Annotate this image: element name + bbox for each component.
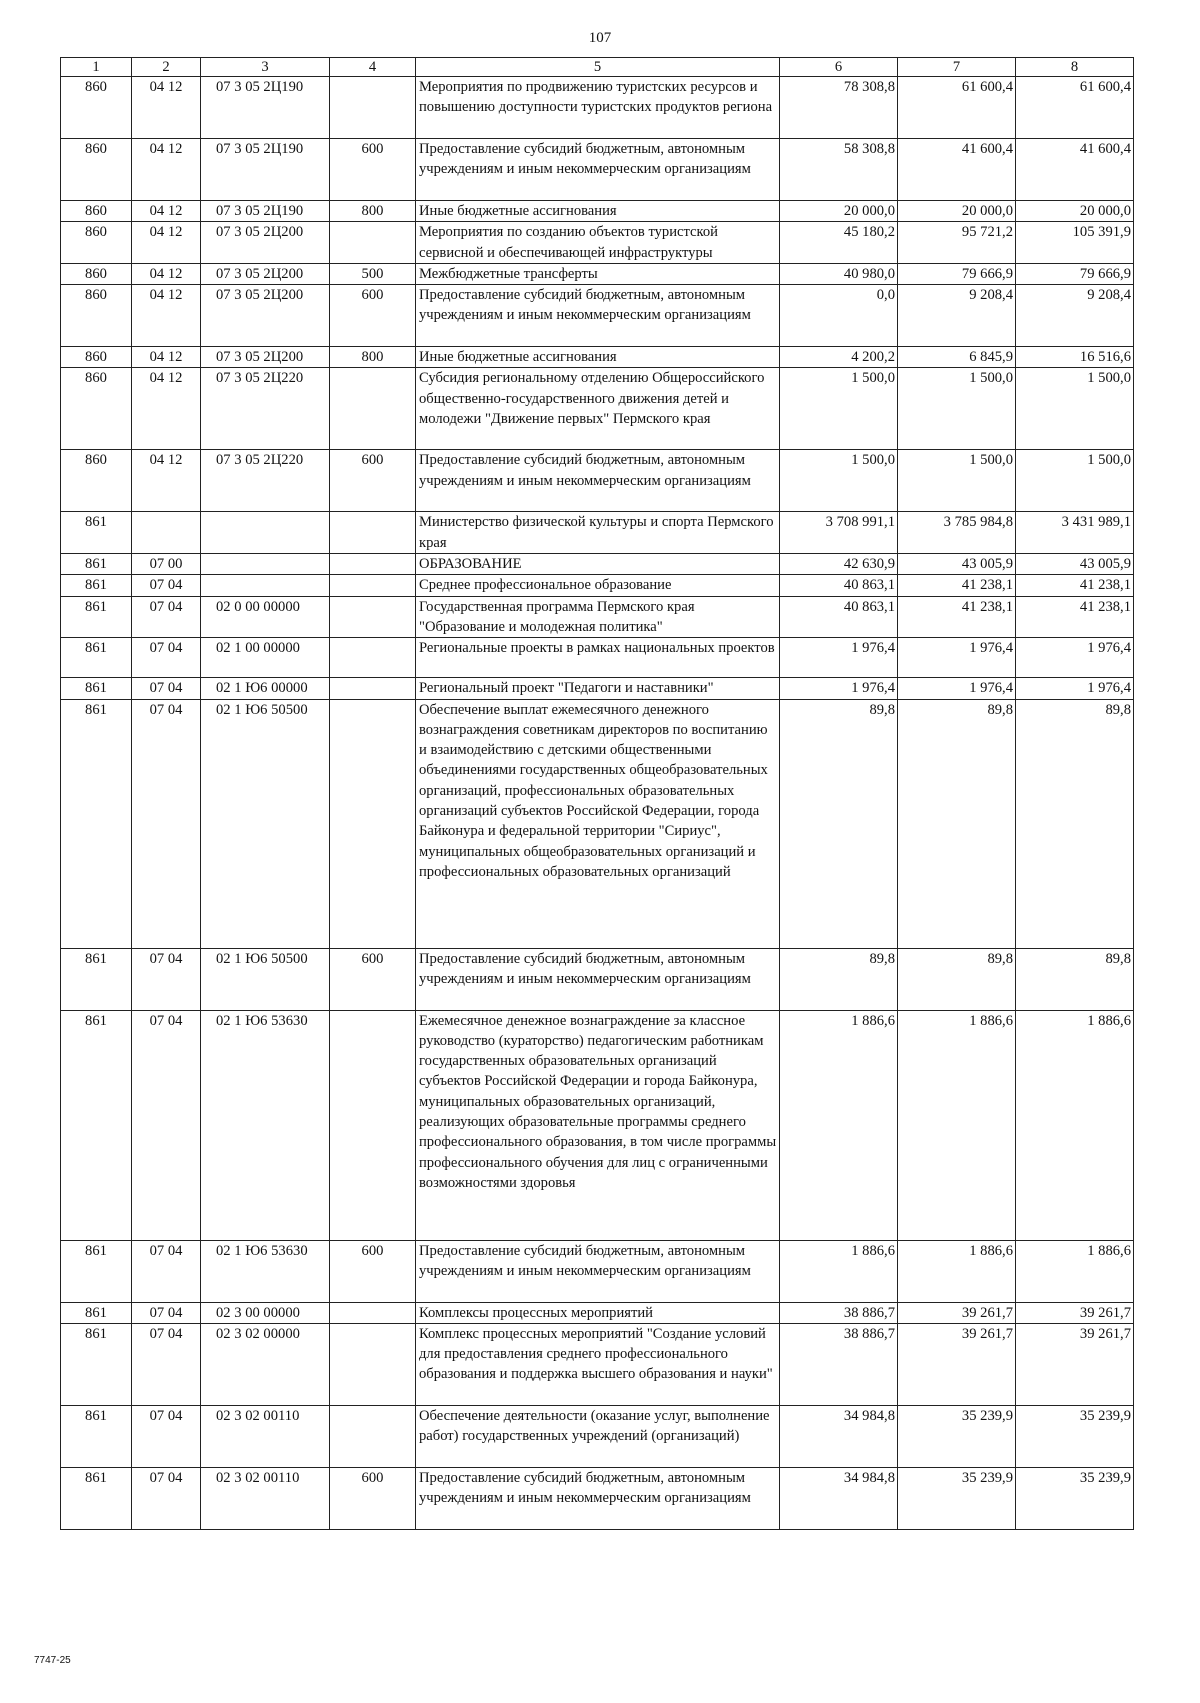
cell-amount-year3: 1 886,6 (1016, 1240, 1134, 1302)
cell-amount-year2: 43 005,9 (898, 554, 1016, 575)
cell-code-admin: 861 (61, 1467, 132, 1529)
table-row (61, 575, 1134, 596)
cell-name: Обеспечение выплат ежемесячного денежного вознаграждения советникам директоров по воспитанию и взаимодействию с детскими общественными объединениями государственных общеобразовательных организаций, профессиональных образовательных организаций субъектов Российской Федерации, города Байконура и федеральной территории "Сириус", муниципальных общеобразовательных организаций и профессиональных образовательных организаций (416, 699, 780, 948)
cell-code-admin: 861 (61, 575, 132, 596)
cell-target-article (201, 575, 330, 596)
table-row (61, 450, 1134, 512)
cell-section: 07 04 (132, 678, 201, 699)
cell-amount-year3: 41 600,4 (1016, 139, 1134, 201)
document-code: 7747-25 (34, 1655, 71, 1666)
cell-section: 04 12 (132, 263, 201, 284)
cell-target-article: 07 3 05 2Ц200 (201, 285, 330, 347)
table-row (61, 699, 1134, 948)
cell-code-admin: 861 (61, 596, 132, 638)
cell-expense-type: 600 (330, 450, 416, 512)
cell-section: 04 12 (132, 285, 201, 347)
cell-amount-year3: 39 261,7 (1016, 1323, 1134, 1405)
cell-expense-type (330, 699, 416, 948)
cell-expense-type: 500 (330, 263, 416, 284)
cell-amount-year3: 43 005,9 (1016, 554, 1134, 575)
cell-amount-year1: 1 886,6 (780, 1240, 898, 1302)
cell-target-article: 07 3 05 2Ц190 (201, 139, 330, 201)
table-row (61, 1323, 1134, 1405)
table-row (61, 139, 1134, 201)
cell-target-article: 02 3 02 00000 (201, 1323, 330, 1405)
cell-amount-year1: 58 308,8 (780, 139, 898, 201)
table-row (61, 512, 1134, 554)
header-cell: 1 (61, 58, 132, 77)
cell-expense-type (330, 1302, 416, 1323)
cell-name: Ежемесячное денежное вознаграждение за классное руководство (кураторство) педагогическим работникам государственных образовательных организаций субъектов Российской Федерации и города Байконура, муниципальных образовательных организаций, реализующих образовательные программы среднего профессионального образования, в том числе программы профессионального обучения для лиц с ограниченными возможностями здоровья (416, 1010, 780, 1240)
cell-name: Среднее профессиональное образование (416, 575, 780, 596)
cell-target-article: 02 0 00 00000 (201, 596, 330, 638)
cell-section: 07 04 (132, 948, 201, 1010)
cell-target-article: 02 3 02 00110 (201, 1467, 330, 1529)
cell-code-admin: 860 (61, 285, 132, 347)
cell-section: 04 12 (132, 347, 201, 368)
cell-amount-year2: 89,8 (898, 699, 1016, 948)
cell-target-article: 07 3 05 2Ц190 (201, 201, 330, 222)
cell-amount-year1: 20 000,0 (780, 201, 898, 222)
cell-section: 04 12 (132, 201, 201, 222)
cell-expense-type: 600 (330, 139, 416, 201)
cell-name: Обеспечение деятельности (оказание услуг, выполнение работ) государственных учреждений (организаций) (416, 1405, 780, 1467)
cell-target-article (201, 512, 330, 554)
cell-amount-year3: 3 431 989,1 (1016, 512, 1134, 554)
cell-target-article: 02 1 Ю6 53630 (201, 1240, 330, 1302)
cell-expense-type (330, 1010, 416, 1240)
cell-amount-year1: 34 984,8 (780, 1467, 898, 1529)
cell-code-admin: 861 (61, 554, 132, 575)
cell-target-article: 02 1 00 00000 (201, 638, 330, 678)
cell-amount-year3: 89,8 (1016, 699, 1134, 948)
table-row (61, 285, 1134, 347)
cell-target-article: 02 3 02 00110 (201, 1405, 330, 1467)
cell-amount-year3: 1 976,4 (1016, 638, 1134, 678)
cell-code-admin: 860 (61, 77, 132, 139)
cell-amount-year2: 61 600,4 (898, 77, 1016, 139)
cell-amount-year2: 20 000,0 (898, 201, 1016, 222)
cell-name: Предоставление субсидий бюджетным, автономным учреждениям и иным некоммерческим организациям (416, 139, 780, 201)
cell-section: 07 04 (132, 699, 201, 948)
cell-section: 04 12 (132, 368, 201, 450)
table-row (61, 222, 1134, 264)
cell-amount-year1: 1 500,0 (780, 450, 898, 512)
cell-name: Предоставление субсидий бюджетным, автономным учреждениям и иным некоммерческим организациям (416, 1240, 780, 1302)
table-row (61, 1010, 1134, 1240)
cell-section: 07 04 (132, 1302, 201, 1323)
table-row (61, 1240, 1134, 1302)
cell-expense-type: 800 (330, 347, 416, 368)
cell-section: 04 12 (132, 222, 201, 264)
cell-amount-year1: 34 984,8 (780, 1405, 898, 1467)
table-row (61, 263, 1134, 284)
cell-amount-year2: 35 239,9 (898, 1467, 1016, 1529)
header-cell: 3 (201, 58, 330, 77)
table-row (61, 638, 1134, 678)
table-row (61, 368, 1134, 450)
cell-expense-type: 600 (330, 285, 416, 347)
cell-amount-year2: 39 261,7 (898, 1302, 1016, 1323)
cell-target-article: 02 1 Ю6 53630 (201, 1010, 330, 1240)
cell-code-admin: 861 (61, 948, 132, 1010)
cell-amount-year2: 1 500,0 (898, 450, 1016, 512)
cell-amount-year3: 16 516,6 (1016, 347, 1134, 368)
cell-target-article: 07 3 05 2Ц190 (201, 77, 330, 139)
cell-code-admin: 860 (61, 368, 132, 450)
table-row (61, 948, 1134, 1010)
cell-name: Региональные проекты в рамках национальных проектов (416, 638, 780, 678)
table-row (61, 77, 1134, 139)
cell-code-admin: 861 (61, 678, 132, 699)
cell-code-admin: 860 (61, 201, 132, 222)
cell-amount-year3: 89,8 (1016, 948, 1134, 1010)
header-cell: 8 (1016, 58, 1134, 77)
cell-amount-year1: 1 500,0 (780, 368, 898, 450)
page-number: 107 (588, 30, 612, 46)
cell-amount-year2: 41 238,1 (898, 575, 1016, 596)
cell-section: 07 04 (132, 1323, 201, 1405)
cell-code-admin: 860 (61, 263, 132, 284)
cell-code-admin: 860 (61, 450, 132, 512)
cell-name: Региональный проект "Педагоги и наставники" (416, 678, 780, 699)
cell-code-admin: 861 (61, 512, 132, 554)
cell-amount-year1: 78 308,8 (780, 77, 898, 139)
header-cell: 2 (132, 58, 201, 77)
cell-expense-type (330, 1323, 416, 1405)
budget-table (60, 57, 1134, 1530)
cell-amount-year1: 40 863,1 (780, 596, 898, 638)
cell-section: 07 04 (132, 1010, 201, 1240)
cell-code-admin: 860 (61, 222, 132, 264)
cell-expense-type (330, 368, 416, 450)
cell-amount-year3: 9 208,4 (1016, 285, 1134, 347)
table-row (61, 1467, 1134, 1529)
cell-code-admin: 860 (61, 347, 132, 368)
cell-expense-type (330, 77, 416, 139)
cell-amount-year1: 38 886,7 (780, 1323, 898, 1405)
cell-code-admin: 861 (61, 1302, 132, 1323)
cell-amount-year2: 1 500,0 (898, 368, 1016, 450)
cell-name: ОБРАЗОВАНИЕ (416, 554, 780, 575)
cell-amount-year2: 39 261,7 (898, 1323, 1016, 1405)
cell-expense-type (330, 638, 416, 678)
table-row (61, 678, 1134, 699)
cell-expense-type: 600 (330, 948, 416, 1010)
cell-amount-year2: 1 886,6 (898, 1010, 1016, 1240)
cell-expense-type (330, 575, 416, 596)
cell-code-admin: 860 (61, 139, 132, 201)
cell-expense-type: 600 (330, 1467, 416, 1529)
cell-target-article: 02 1 Ю6 50500 (201, 699, 330, 948)
cell-name: Субсидия региональному отделению Общероссийского общественно-государственного движения детей и молодежи "Движение первых" Пермского края (416, 368, 780, 450)
cell-expense-type (330, 678, 416, 699)
cell-section: 07 04 (132, 596, 201, 638)
cell-expense-type (330, 1405, 416, 1467)
cell-name: Иные бюджетные ассигнования (416, 347, 780, 368)
cell-amount-year2: 1 886,6 (898, 1240, 1016, 1302)
header-row (61, 58, 1134, 77)
cell-amount-year3: 1 976,4 (1016, 678, 1134, 699)
cell-amount-year2: 89,8 (898, 948, 1016, 1010)
cell-amount-year2: 41 238,1 (898, 596, 1016, 638)
cell-code-admin: 861 (61, 1323, 132, 1405)
cell-amount-year3: 1 500,0 (1016, 368, 1134, 450)
cell-name: Предоставление субсидий бюджетным, автономным учреждениям и иным некоммерческим организациям (416, 285, 780, 347)
cell-code-admin: 861 (61, 699, 132, 948)
cell-amount-year1: 89,8 (780, 699, 898, 948)
table-row (61, 1405, 1134, 1467)
cell-section: 07 04 (132, 638, 201, 678)
header-cell: 4 (330, 58, 416, 77)
cell-expense-type (330, 554, 416, 575)
cell-target-article: 07 3 05 2Ц220 (201, 368, 330, 450)
cell-amount-year3: 61 600,4 (1016, 77, 1134, 139)
cell-name: Комплекс процессных мероприятий "Создание условий для предоставления среднего профессионального образования и поддержка высшего образования и науки" (416, 1323, 780, 1405)
cell-amount-year2: 6 845,9 (898, 347, 1016, 368)
cell-name: Предоставление субсидий бюджетным, автономным учреждениям и иным некоммерческим организациям (416, 948, 780, 1010)
cell-target-article: 07 3 05 2Ц200 (201, 347, 330, 368)
cell-amount-year1: 1 976,4 (780, 638, 898, 678)
cell-name: Иные бюджетные ассигнования (416, 201, 780, 222)
cell-amount-year2: 35 239,9 (898, 1405, 1016, 1467)
cell-amount-year2: 1 976,4 (898, 678, 1016, 699)
table-body (61, 77, 1134, 1530)
cell-section: 07 04 (132, 1240, 201, 1302)
cell-amount-year2: 3 785 984,8 (898, 512, 1016, 554)
cell-amount-year2: 41 600,4 (898, 139, 1016, 201)
table-row (61, 201, 1134, 222)
table-row (61, 596, 1134, 638)
cell-expense-type: 800 (330, 201, 416, 222)
cell-amount-year2: 79 666,9 (898, 263, 1016, 284)
cell-name: Предоставление субсидий бюджетным, автономным учреждениям и иным некоммерческим организациям (416, 1467, 780, 1529)
cell-target-article: 02 3 00 00000 (201, 1302, 330, 1323)
table-row (61, 1302, 1134, 1323)
cell-amount-year3: 105 391,9 (1016, 222, 1134, 264)
cell-amount-year1: 45 180,2 (780, 222, 898, 264)
cell-section (132, 512, 201, 554)
cell-section: 04 12 (132, 77, 201, 139)
cell-amount-year3: 79 666,9 (1016, 263, 1134, 284)
cell-name: Комплексы процессных мероприятий (416, 1302, 780, 1323)
cell-expense-type: 600 (330, 1240, 416, 1302)
cell-expense-type (330, 512, 416, 554)
cell-amount-year1: 3 708 991,1 (780, 512, 898, 554)
cell-amount-year1: 0,0 (780, 285, 898, 347)
cell-amount-year3: 1 886,6 (1016, 1010, 1134, 1240)
cell-section: 04 12 (132, 450, 201, 512)
cell-name: Государственная программа Пермского края "Образование и молодежная политика" (416, 596, 780, 638)
table-row (61, 554, 1134, 575)
cell-amount-year2: 1 976,4 (898, 638, 1016, 678)
cell-amount-year3: 20 000,0 (1016, 201, 1134, 222)
cell-section: 04 12 (132, 139, 201, 201)
cell-amount-year3: 41 238,1 (1016, 575, 1134, 596)
cell-section: 07 00 (132, 554, 201, 575)
cell-expense-type (330, 596, 416, 638)
header-cell: 7 (898, 58, 1016, 77)
cell-target-article: 02 1 Ю6 50500 (201, 948, 330, 1010)
cell-amount-year1: 40 863,1 (780, 575, 898, 596)
header-cell: 6 (780, 58, 898, 77)
cell-amount-year1: 1 976,4 (780, 678, 898, 699)
table-header (61, 58, 1134, 77)
cell-section: 07 04 (132, 575, 201, 596)
cell-code-admin: 861 (61, 1240, 132, 1302)
cell-name: Межбюджетные трансферты (416, 263, 780, 284)
cell-amount-year2: 9 208,4 (898, 285, 1016, 347)
cell-amount-year3: 35 239,9 (1016, 1405, 1134, 1467)
cell-amount-year1: 89,8 (780, 948, 898, 1010)
cell-code-admin: 861 (61, 1405, 132, 1467)
cell-amount-year3: 39 261,7 (1016, 1302, 1134, 1323)
cell-name: Предоставление субсидий бюджетным, автономным учреждениям и иным некоммерческим организациям (416, 450, 780, 512)
cell-amount-year1: 38 886,7 (780, 1302, 898, 1323)
cell-name: Министерство физической культуры и спорта Пермского края (416, 512, 780, 554)
cell-expense-type (330, 222, 416, 264)
cell-name: Мероприятия по продвижению туристских ресурсов и повышению доступности туристских продуктов региона (416, 77, 780, 139)
cell-section: 07 04 (132, 1405, 201, 1467)
cell-amount-year3: 41 238,1 (1016, 596, 1134, 638)
cell-amount-year2: 95 721,2 (898, 222, 1016, 264)
cell-target-article: 07 3 05 2Ц220 (201, 450, 330, 512)
cell-amount-year1: 4 200,2 (780, 347, 898, 368)
table-row (61, 347, 1134, 368)
cell-target-article: 02 1 Ю6 00000 (201, 678, 330, 699)
cell-code-admin: 861 (61, 1010, 132, 1240)
cell-amount-year1: 40 980,0 (780, 263, 898, 284)
cell-code-admin: 861 (61, 638, 132, 678)
cell-amount-year1: 42 630,9 (780, 554, 898, 575)
cell-amount-year1: 1 886,6 (780, 1010, 898, 1240)
cell-amount-year3: 1 500,0 (1016, 450, 1134, 512)
cell-amount-year3: 35 239,9 (1016, 1467, 1134, 1529)
header-cell: 5 (416, 58, 780, 77)
cell-target-article: 07 3 05 2Ц200 (201, 263, 330, 284)
cell-name: Мероприятия по созданию объектов туристской сервисной и обеспечивающей инфраструктуры (416, 222, 780, 264)
cell-section: 07 04 (132, 1467, 201, 1529)
cell-target-article: 07 3 05 2Ц200 (201, 222, 330, 264)
cell-target-article (201, 554, 330, 575)
